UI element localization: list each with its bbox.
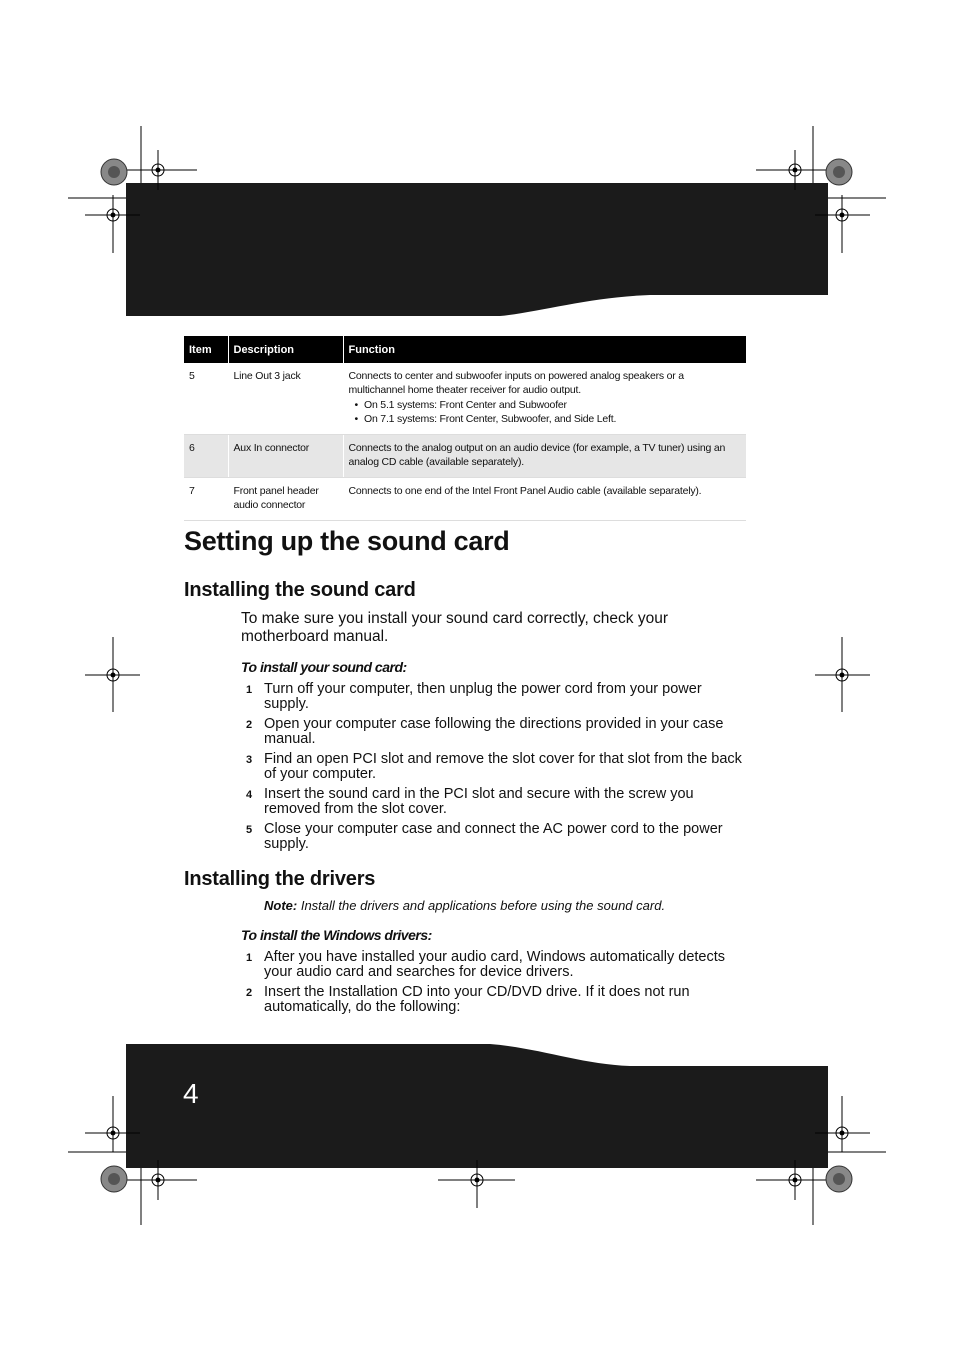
cell-item: 7: [184, 478, 228, 521]
step-number: 4: [246, 789, 253, 801]
table-row: [184, 363, 746, 435]
list-item: [241, 752, 746, 782]
table-row: [184, 435, 746, 478]
function-bullets: [349, 398, 742, 426]
driver-steps: [241, 950, 746, 1020]
list-item: [241, 822, 746, 852]
cell-item: 5: [184, 363, 228, 435]
table-header-item: Item: [184, 336, 228, 363]
step-text: Insert the sound card in the PCI slot and secure with the screw you removed from the slot cover.: [264, 786, 694, 817]
table-header-row: [184, 336, 746, 363]
procedure-heading: To install your sound card:: [241, 659, 407, 675]
cell-function: Connects to one end of the Intel Front Panel Audio cable (available separately).: [343, 478, 746, 521]
step-text: Insert the Installation CD into your CD/DVD drive. If it does not run automatically, do the following:: [264, 984, 690, 1015]
list-item: [241, 787, 746, 817]
step-number: 5: [246, 824, 253, 836]
spec-table: [184, 336, 746, 521]
step-text: After you have installed your audio card, Windows automatically detects your audio card and searches for device drivers.: [264, 949, 726, 980]
table-row: [184, 478, 746, 521]
section-heading-drivers: Installing the drivers: [184, 868, 376, 890]
step-number: 2: [246, 987, 253, 999]
section-heading-sound-card: Installing the sound card: [184, 579, 416, 601]
procedure-heading-drivers: To install the Windows drivers:: [241, 927, 432, 943]
bullet-item: • On 7.1 systems: Front Center, Subwoofer, and Side Left.: [367, 412, 742, 426]
cell-function: [343, 363, 746, 435]
step-text: Find an open PCI slot and remove the slot cover for that slot from the back of your computer.: [264, 751, 742, 782]
step-number: 2: [246, 719, 253, 731]
list-item: [241, 950, 746, 980]
step-text: Close your computer case and connect the AC power cord to the power supply.: [264, 821, 723, 852]
function-text: Connects to center and subwoofer inputs on powered analog speakers or a multichannel home theater receiver for audio output.: [348, 370, 684, 396]
cell-description: Front panel header audio connector: [228, 478, 343, 521]
step-number: 1: [246, 952, 253, 964]
step-number: 3: [246, 754, 253, 766]
note-label: Note:: [264, 898, 298, 913]
bullet-item: • On 5.1 systems: Front Center and Subwoofer: [367, 398, 742, 412]
cell-description: Aux In connector: [228, 435, 343, 478]
step-text: Turn off your computer, then unplug the power cord from your power supply.: [264, 681, 702, 712]
list-item: [241, 682, 746, 712]
step-text: Open your computer case following the directions provided in your case manual.: [264, 716, 724, 747]
cell-description: Line Out 3 jack: [228, 363, 343, 435]
table-header-function: Function: [343, 336, 746, 363]
step-number: 1: [246, 684, 253, 696]
cell-item: 6: [184, 435, 228, 478]
table-header-description: Description: [228, 336, 343, 363]
list-item: [241, 985, 746, 1015]
note-text: Install the drivers and applications before using the sound card.: [297, 898, 666, 913]
intro-paragraph: To make sure you install your sound card correctly, check your motherboard manual.: [241, 610, 669, 645]
install-steps: [241, 682, 746, 857]
page-title: Setting up the sound card: [184, 526, 510, 556]
cell-function: Connects to the analog output on an audio device (for example, a TV tuner) using an analog CD cable (available separately).: [343, 435, 746, 478]
note: [264, 898, 665, 913]
page-number: 4: [183, 1078, 199, 1109]
list-item: [241, 717, 746, 747]
